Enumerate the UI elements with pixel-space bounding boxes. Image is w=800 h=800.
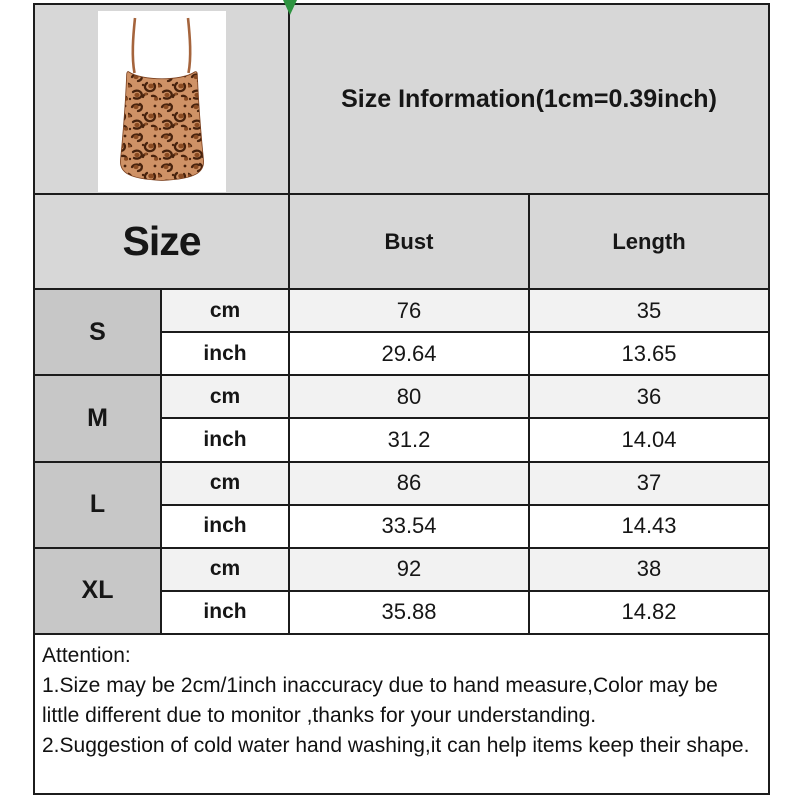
size-label-s: S [34, 289, 161, 375]
bust-value: 29.64 [289, 332, 529, 375]
bust-value: 31.2 [289, 418, 529, 461]
leopard-camisole-illustration [98, 11, 226, 192]
bust-column-header: Bust [289, 194, 529, 289]
length-value: 14.43 [529, 505, 769, 548]
size-label-l: L [34, 462, 161, 548]
length-value: 38 [529, 548, 769, 591]
attention-note-2: 2.Suggestion of cold water hand washing,it can help items keep their shape. [42, 733, 750, 757]
unit-label: inch [161, 332, 289, 375]
attention-cell [34, 634, 769, 794]
table-row-m-cm [34, 375, 769, 418]
bust-value: 33.54 [289, 505, 529, 548]
size-information-title-cell [289, 4, 769, 194]
bust-value: 92 [289, 548, 529, 591]
size-information-title: Size Information(1cm=0.39inch) [341, 84, 717, 113]
table-row-xl-cm [34, 548, 769, 591]
bust-value: 86 [289, 462, 529, 505]
length-value: 13.65 [529, 332, 769, 375]
size-label-m: M [34, 375, 161, 461]
length-value: 14.04 [529, 418, 769, 461]
unit-label: inch [161, 505, 289, 548]
bust-value: 76 [289, 289, 529, 332]
product-photo-cell [34, 4, 289, 194]
unit-label: cm [161, 289, 289, 332]
size-information-table [33, 3, 770, 795]
unit-label: cm [161, 375, 289, 418]
size-column-header: Size [34, 194, 289, 289]
unit-label: inch [161, 418, 289, 461]
length-column-header: Length [529, 194, 769, 289]
attention-note-1: 1.Size may be 2cm/1inch inaccuracy due to hand measure,Color may be little different due to monitor ,thanks for your understanding. [42, 673, 718, 727]
attention-text-block [35, 635, 768, 761]
unit-label: cm [161, 548, 289, 591]
unit-label: cm [161, 462, 289, 505]
attention-row [34, 634, 769, 794]
unit-label: inch [161, 591, 289, 634]
column-header-row [34, 194, 769, 289]
length-value: 37 [529, 462, 769, 505]
green-corner-marker-icon [283, 0, 297, 15]
attention-title: Attention: [42, 643, 131, 667]
bust-value: 80 [289, 375, 529, 418]
length-value: 14.82 [529, 591, 769, 634]
length-value: 35 [529, 289, 769, 332]
top-row [34, 4, 769, 194]
length-value: 36 [529, 375, 769, 418]
size-label-xl: XL [34, 548, 161, 634]
bust-value: 35.88 [289, 591, 529, 634]
table-row-s-cm [34, 289, 769, 332]
product-photo [98, 11, 226, 192]
table-row-l-cm [34, 462, 769, 505]
